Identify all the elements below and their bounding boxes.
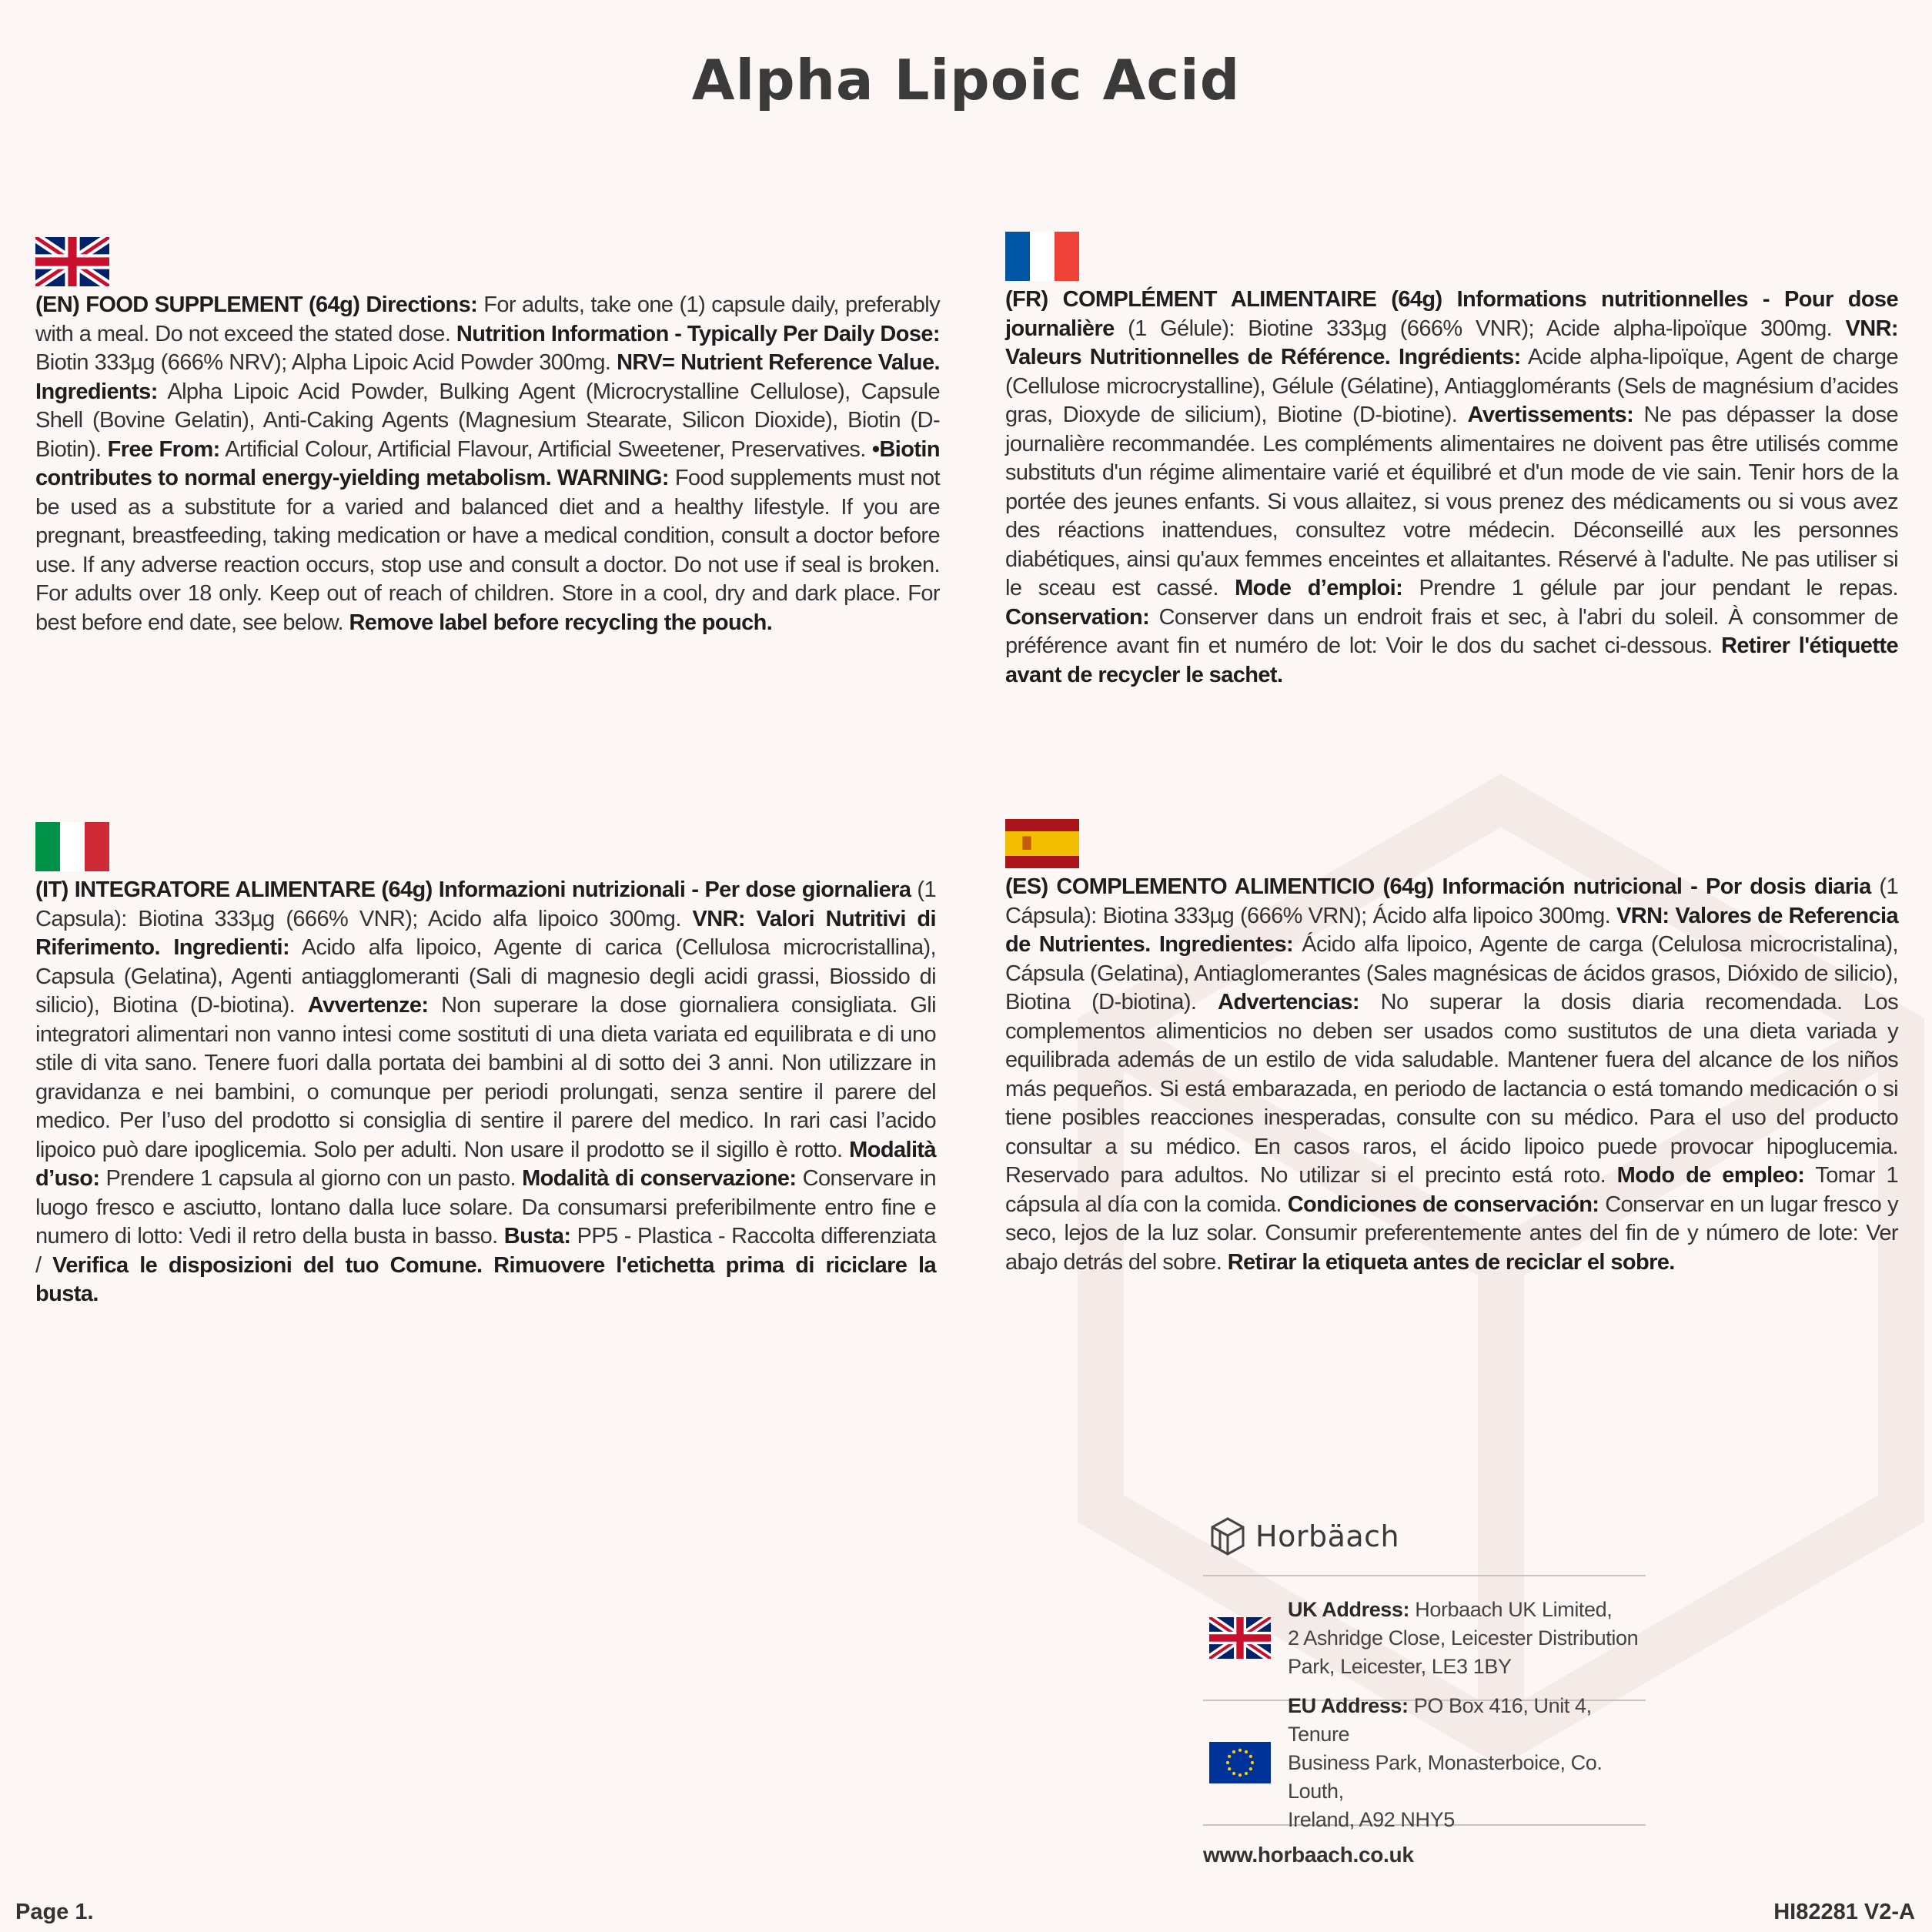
text-segment: Conservare in luogo fresco e asciutto, lontano dalla luce solare. Da consumarsi preferibilmente entro fine e numero di lotto: Vedi il retro della busta in basso. bbox=[35, 1166, 937, 1248]
text-segment: Modo de empleo: bbox=[1616, 1163, 1805, 1188]
uk-address bbox=[1288, 1596, 1638, 1681]
text-segment: Retirar la etiqueta antes de reciclar el sobre. bbox=[1227, 1249, 1675, 1275]
text-segment: Avvertenze: bbox=[307, 993, 429, 1018]
text-segment: Acido alfa lipoico, Agente di carica (Cellulosa microcristallina), Capsula (Gelatina), Agenti antiagglomeranti (Sali di magnesio degli acidi grassi, Biossido di silicio), Biotina (D-biotina). bbox=[35, 935, 936, 1018]
text-segment: Busta: bbox=[503, 1224, 571, 1248]
text-segment: Modalità di conservazione: bbox=[522, 1166, 797, 1191]
text-segment: (EN) FOOD SUPPLEMENT (64g) Directions: bbox=[35, 292, 478, 317]
text-segment: Prendre 1 gélule par jour pendant le repas. bbox=[1402, 576, 1898, 600]
uk-address-label: UK Address: bbox=[1288, 1597, 1410, 1621]
text-segment: (1 Cápsula): Biotina 333µg (666% VRN); Ácido alfa lipoico 300mg. bbox=[1005, 874, 1898, 928]
text-segment: Ácido alfa lipoico, Agente de carga (Celulosa microcristalina), Cápsula (Gelatina), Antiaglomerantes (Sales magnésicas de ácidos grasos, Dióxido de silicio), Biotina (D-biotina). bbox=[1005, 932, 1898, 1014]
section-es-text bbox=[1005, 873, 1898, 1277]
text-segment: VNR: Valori Nutritivi di Riferimento. Ingredienti: bbox=[35, 906, 936, 960]
eu-star bbox=[1228, 1755, 1231, 1758]
eu-address bbox=[1288, 1692, 1646, 1834]
page-number: Page 1. bbox=[15, 1900, 94, 1924]
eu-star bbox=[1238, 1749, 1242, 1752]
eu-star bbox=[1226, 1761, 1229, 1764]
eu-star bbox=[1249, 1755, 1252, 1758]
uk-flag-icon bbox=[1209, 1617, 1271, 1659]
text-segment: Retirer l'étiquette avant de recycler le sachet. bbox=[1005, 633, 1898, 687]
text-segment: (ES) COMPLEMENTO ALIMENTICIO (64g) Información nutricional - Por dosis diaria bbox=[1005, 874, 1871, 899]
text-segment: For adults, take one (1) capsule daily, preferably with a meal. Do not exceed the stated dose. bbox=[35, 292, 941, 346]
uk-address-line1: Horbaach UK Limited, bbox=[1409, 1597, 1613, 1621]
eu-star bbox=[1249, 1767, 1252, 1770]
eu-star bbox=[1245, 1750, 1248, 1753]
text-segment: Avertissements: bbox=[1467, 403, 1634, 427]
uk-address-line2: 2 Ashridge Close, Leicester Distribution bbox=[1288, 1626, 1639, 1650]
text-segment: Artificial Colour, Artificial Flavour, Artificial Sweetener, Preservatives. bbox=[219, 436, 872, 462]
eu-star bbox=[1232, 1772, 1235, 1775]
eu-star bbox=[1251, 1761, 1254, 1764]
text-segment: Alpha Lipoic Acid Powder, Bulking Agent (Microcrystalline Cellulose), Capsule Shell (Bovine Gelatin), Anti-Caking Agents (Magnesium Stearate, Silicon Dioxide), Biotin (D-Biotin). bbox=[35, 379, 940, 462]
eu-address-line1: PO Box 416, Unit 4, Tenure bbox=[1288, 1693, 1592, 1746]
horbaach-hexagon-logo-icon bbox=[1209, 1516, 1246, 1556]
text-segment: Condiciones de conservación: bbox=[1287, 1192, 1599, 1217]
text-segment: Mode d’emploi: bbox=[1235, 576, 1403, 600]
eu-star bbox=[1232, 1750, 1235, 1753]
text-segment: Free From: bbox=[107, 436, 220, 462]
france-flag-icon bbox=[1005, 232, 1079, 281]
text-segment: (FR) COMPLÉMENT ALIMENTAIRE (64g) Informations nutritionnelles - Pour dose journalière bbox=[1005, 287, 1898, 341]
section-fr-text bbox=[1005, 286, 1898, 690]
text-segment: (1 Gélule): Biotine 333µg (666% VNR); Acide alpha-lipoïque 300mg. bbox=[1114, 316, 1846, 341]
product-code: HI82281 V2-A bbox=[1773, 1900, 1915, 1924]
text-segment: Modalità d’uso: bbox=[35, 1137, 936, 1191]
text-segment: Advertencias: bbox=[1217, 990, 1359, 1014]
brand-box bbox=[1203, 1509, 1646, 1867]
eu-address-label: EU Address: bbox=[1288, 1693, 1409, 1717]
section-en-text bbox=[35, 291, 940, 637]
text-segment: Biotin 333µg (666% NRV); Alpha Lipoic Acid Powder 300mg. bbox=[35, 350, 617, 375]
brand-logo bbox=[1203, 1509, 1646, 1564]
italy-flag-icon bbox=[35, 822, 109, 871]
text-segment: Conserver dans un endroit frais et sec, à l'abri du soleil. À consommer de préférence avant fin et numéro de lot: Voir le dos du sachet ci-dessous. bbox=[1005, 604, 1898, 658]
eu-address-line2: Business Park, Monasterboice, Co. Louth, bbox=[1288, 1750, 1603, 1803]
text-segment: Food supplements must not be used as a substitute for a varied and balanced diet and a healthy lifestyle. If you are pregnant, breastfeeding, taking medication or have a medical condition, consult a doctor before use. If any adverse reaction occurs, stop use and consult a doctor. Do not use if seal is broken. For adults over 18 only. Keep out of reach of children. Store in a cool, dry and dark place. For best before end date, see below. bbox=[35, 466, 940, 635]
text-segment: Non superare la dose giornaliera consigliata. Gli integratori alimentari non vanno intesi come sostituti di una dieta variata ed equilibrata e di uno stile di vita sano. Tenere fuori dalla portata dei bambini al di sotto dei 3 anni. Non utilizzare in gravidanza e nei bambini, o comunque per periodi prolungati, senza sentire il parere del medico. Per l’uso del prodotto si consiglia di sentire il parere del medico. In rari casi l’acido lipoico può dare ipoglicemia. Solo per adulti. Non usare il prodotto se il sigillo è rotto. bbox=[35, 993, 936, 1162]
text-segment: Tomar 1 cápsula al día con la comida. bbox=[1005, 1163, 1898, 1217]
eu-star bbox=[1238, 1773, 1242, 1777]
section-fr bbox=[1005, 232, 1898, 690]
text-segment: Nutrition Information - Typically Per Daily Dose: bbox=[456, 321, 940, 346]
uk-flag-icon bbox=[35, 237, 109, 286]
text-segment: PP5 - Plastica - Raccolta differenziata / bbox=[35, 1224, 936, 1278]
eu-address-line3: Ireland, A92 NHY5 bbox=[1288, 1807, 1455, 1831]
text-segment: Acide alpha-lipoïque, Agent de charge (Cellulose microcrystalline), Gélule (Gélatine), Antiagglomérants (Sels de magnésium d’acides gras, Dioxyde de silicium), Biotine (D-biotine). bbox=[1005, 345, 1898, 427]
text-segment: •Biotin contributes to normal energy-yielding metabolism. WARNING: bbox=[35, 436, 940, 490]
text-segment: Conservation: bbox=[1005, 604, 1150, 630]
text-segment: Ne pas dépasser la dose journalière recommandée. Les compléments alimentaires ne doivent pas être utilisés comme substituts d'un régime alimentaire varié et équilibré et d'un mode de vie sain. Tenir hors de la portée des jeunes enfants. Si vous allaitez, si vous prenez des médicaments ou si vous avez des réactions inattendues, consultez votre médecin. Déconseillé aux les personnes diabétiques, ainsi qu'aux femmes enceintes et allaitantes. Réservé à l'adulte. Ne pas utiliser si le sceau est cassé. bbox=[1005, 403, 1898, 600]
text-segment: VNR: Valeurs Nutritionnelles de Référence. Ingrédients: bbox=[1005, 316, 1898, 369]
website-link[interactable]: www.horbaach.co.uk bbox=[1203, 1843, 1414, 1867]
eu-star bbox=[1245, 1772, 1248, 1775]
text-segment: Prendere 1 capsula al giorno con un pasto. bbox=[99, 1166, 523, 1191]
text-segment: NRV= Nutrient Reference Value. Ingredients: bbox=[35, 350, 940, 404]
section-en bbox=[35, 237, 940, 637]
eu-address-row bbox=[1203, 1693, 1646, 1831]
section-it bbox=[35, 822, 936, 1309]
brand-name: Horbäach bbox=[1255, 1519, 1400, 1553]
uk-address-row bbox=[1203, 1576, 1646, 1700]
text-segment: (1 Capsula): Biotina 333µg (666% VNR); Acido alfa lipoico 300mg. bbox=[35, 877, 936, 931]
eu-star bbox=[1228, 1767, 1231, 1770]
eu-flag-icon bbox=[1209, 1742, 1271, 1783]
section-it-text bbox=[35, 876, 936, 1309]
text-segment: Conservar en un lugar fresco y seco, lejos de la luz solar. Consumir preferentemente antes del fin de y número de lote: Ver abajo detrás del sobre. bbox=[1005, 1192, 1898, 1275]
section-es bbox=[1005, 819, 1898, 1277]
page-title: Alpha Lipoic Acid bbox=[691, 48, 1241, 112]
text-segment: Remove label before recycling the pouch. bbox=[349, 610, 773, 635]
text-segment: No superar la dosis diaria recomendada. Los complementos alimenticios no deben ser usados como sustitutos de una dieta variada y equilibrada además de un estilo de vida saludable. Mantener fuera del alcance de los niños más pequeños. Si está embarazada, en periodo de lactancia o está tomando medicación o si tiene posibles reacciones inesperadas, consulte con su médico. Para el uso del producto consultar a su médico. En casos raros, el ácido lipoico puede provocar hipoglucemia. Reservado para adultos. No utilizar si el precinto está roto. bbox=[1005, 990, 1898, 1188]
text-segment: VRN: Valores de Referencia de Nutrientes. Ingredientes: bbox=[1005, 903, 1898, 957]
uk-address-line3: Park, Leicester, LE3 1BY bbox=[1288, 1654, 1512, 1678]
text-segment: Verifica le disposizioni del tuo Comune. Rimuovere l'etichetta prima di riciclare la busta. bbox=[35, 1252, 936, 1306]
text-segment: (IT) INTEGRATORE ALIMENTARE (64g) Informazioni nutrizionali - Per dose giornaliera bbox=[35, 877, 911, 902]
spain-flag-icon bbox=[1005, 819, 1079, 868]
